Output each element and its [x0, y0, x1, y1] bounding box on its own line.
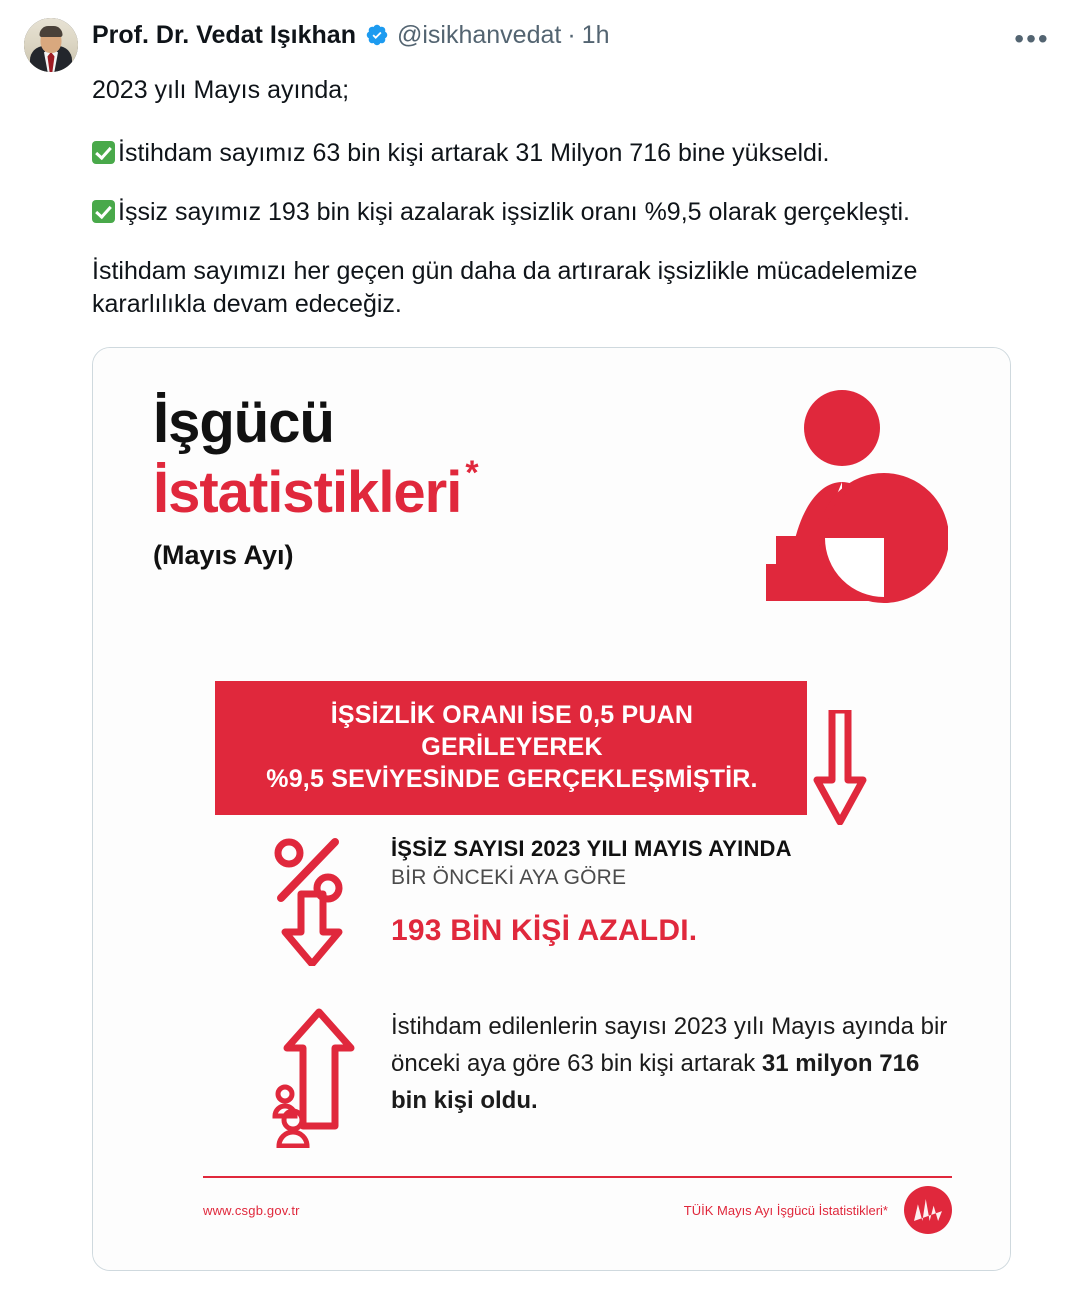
check-mark-icon: [92, 141, 115, 164]
poster-footer: [203, 1176, 952, 1234]
tweet-line-closing: İstihdam sayımızı her geçen gün daha da artırarak işsizlikle mücadelemize kararlılıkla devam edeceğiz.: [92, 257, 918, 318]
tweet-timestamp[interactable]: 1h: [581, 21, 610, 49]
tweet-body: [92, 74, 1051, 321]
footer-source-note: TÜİK Mayıs Ayı İşgücü İstatistikleri*: [683, 1202, 888, 1218]
unemployment-highlight: 193 BİN KİŞİ AZALDI.: [391, 914, 698, 947]
unemployment-text: [391, 836, 950, 948]
employment-text: [391, 1008, 952, 1119]
author-display-name[interactable]: Prof. Dr. Vedat Işıkhan: [92, 21, 356, 49]
unemployment-rate-banner: [215, 681, 807, 815]
unemployment-block: [271, 836, 950, 948]
footer-website-url[interactable]: www.csgb.gov.tr: [203, 1202, 300, 1218]
banner-line2: %9,5 SEVİYESİNDE GERÇEKLEŞMİŞTİR.: [266, 765, 758, 793]
bullet1-text: İstihdam sayımız 63 bin kişi artarak 31 Milyon 716 bine yükseldi.: [118, 139, 830, 167]
worker-chart-illustration-icon: [758, 386, 948, 616]
footer-divider: [203, 1176, 952, 1178]
infographic-poster: [93, 348, 1010, 1270]
author-handle[interactable]: @isikhanvedat: [396, 21, 562, 49]
tweet-media-card[interactable]: [92, 347, 1011, 1271]
tweet-line-bullet1: [92, 137, 1011, 170]
avatar-hair: [40, 26, 63, 37]
avatar[interactable]: [24, 18, 78, 72]
banner-line1: İŞSİZLİK ORANI İSE 0,5 PUAN GERİLEYEREK: [330, 701, 694, 761]
poster-title-asterisk: *: [465, 453, 478, 492]
check-mark-icon: [92, 200, 115, 223]
unemployment-line2: BİR ÖNCEKİ AYA GÖRE: [391, 866, 627, 889]
bullet2-text: İşsiz sayımız 193 bin kişi azalarak işsizlik oranı %9,5 olarak gerçekleşti.: [118, 198, 910, 226]
author-line: [92, 20, 1051, 50]
tweet-line-intro: 2023 yılı Mayıs ayında;: [92, 76, 350, 104]
separator-dot: ·: [567, 21, 576, 49]
ministry-logo-icon: [904, 1186, 952, 1234]
poster-title-line1: İşgücü: [153, 390, 334, 455]
employment-text-bold: 31 milyon 716 bin kişi oldu.: [391, 1050, 920, 1114]
poster-title-line2: İstatistikleri: [153, 459, 462, 525]
verified-badge-icon: [365, 23, 389, 47]
more-options-icon[interactable]: •••: [1014, 23, 1050, 54]
employment-text-start: İstihdam edilenlerin sayısı 2023 yılı Mayıs ayında bir önceki aya göre 63 bin kişi artarak: [391, 1013, 948, 1077]
tweet-author-block: [92, 14, 1051, 50]
arrow-up-people-icon: [271, 1008, 367, 1148]
employment-block: [271, 1008, 952, 1119]
percent-arrow-down-icon: [271, 836, 367, 966]
poster-subtitle: (Mayıs Ayı): [153, 540, 294, 571]
unemployment-line1: İŞSİZ SAYISI 2023 YILI MAYIS AYINDA: [391, 836, 792, 861]
tweet-header: [24, 14, 1051, 72]
footer-right-group: [684, 1186, 952, 1234]
footer-row: [203, 1186, 952, 1234]
tweet-line-bullet2: [92, 196, 1011, 229]
arrow-down-icon: [811, 710, 869, 825]
